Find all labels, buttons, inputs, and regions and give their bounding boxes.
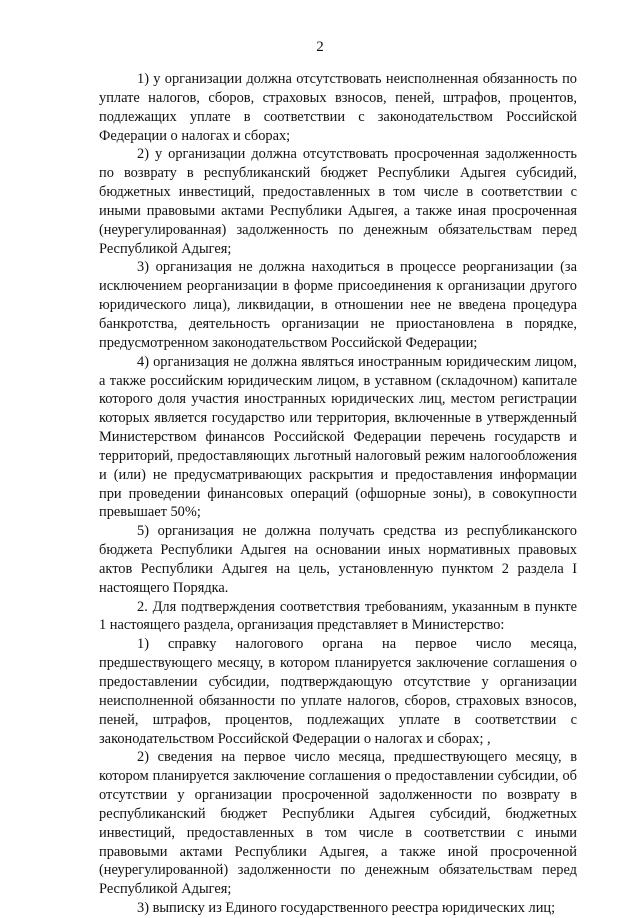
paragraph-requirement-5: 5) организация не должна получать средства из республиканского бюджета Республики Адыгея на основании иных нормативных правовых актов Республики Адыгея на цель, установленную пунктом 2 раздела I настоящего Порядка.	[99, 523, 577, 596]
paragraph-document-1: 1) справку налогового органа на первое число месяца, предшествующего месяцу, в котором планируется заключение соглашения о предоставлении субсидии, подтверждающую отсутствие у организации неисполненной обязанности по уплате налогов, сборов, страховых взносов, пеней, штрафов, процентов, подлежащих уплате в соответствии с законодательством Российской Федерации о налогах и сборах; ,	[99, 636, 577, 747]
document-body	[99, 70, 577, 918]
paragraph-requirement-2: 2) у организации должна отсутствовать просроченная задолженность по возврату в республиканский бюджет Республики Адыгея субсидий, бюджетных инвестиций, предоставленных в том числе в соответствии с иными правовыми актами Республики Адыгея, а также иная просроченная (неурегулированная) задолженность по денежным обязательствам перед Республикой Адыгея;	[99, 146, 577, 257]
paragraph-section-2: 2. Для подтверждения соответствия требованиям, указанным в пункте 1 настоящего раздела, организация представляет в Министерство:	[99, 598, 577, 634]
page-number: 2	[316, 39, 324, 55]
paragraph-document-2: 2) сведения на первое число месяца, предшествующего месяцу, в котором планируется заключение соглашения о предоставлении субсидии, об отсутствии у организации просроченной задолженности по возврату в республиканский бюджет Республики Адыгея субсидий, бюджетных инвестиций, предоставленных в том числе в соответствии с иными правовыми актами Республики Адыгея, а также иной просроченной (неурегулированной) задолженности по денежным обязательствам перед Республикой Адыгея;	[99, 749, 577, 898]
paragraph-requirement-4: 4) организация не должна являться иностранным юридическим лицом, а также российским юридическим лицом, в уставном (складочном) капитале которого доля участия иностранных юридических лиц, местом регистрации которых является государство или территория, включенные в утвержденный Министерством финансов Российской Федерации перечень государств и территорий, предоставляющих льготный налоговый режим налогообложения и (или) не предусматривающих раскрытия и предоставления информации при проведении финансовых операций (офшорные зоны), в совокупности превышает 50%;	[99, 353, 577, 521]
paragraph-requirement-3: 3) организация не должна находиться в процессе реорганизации (за исключением реорганизации в форме присоединения к организации другого юридического лица), ликвидации, в отношении нее не введена процедура банкротства, деятельность организации не приостановлена в порядке, предусмотренном законодательством Российской Федерации;	[99, 259, 577, 351]
paragraph-document-3: 3) выписку из Единого государственного реестра юридических лиц;	[137, 900, 556, 917]
paragraph-requirement-1: 1) у организации должна отсутствовать неисполненная обязанность по уплате налогов, сборов, страховых взносов, пеней, штрафов, процентов, подлежащих уплате в соответствии с законодательством Российской Федерации о налогах и сборах;	[99, 71, 577, 144]
